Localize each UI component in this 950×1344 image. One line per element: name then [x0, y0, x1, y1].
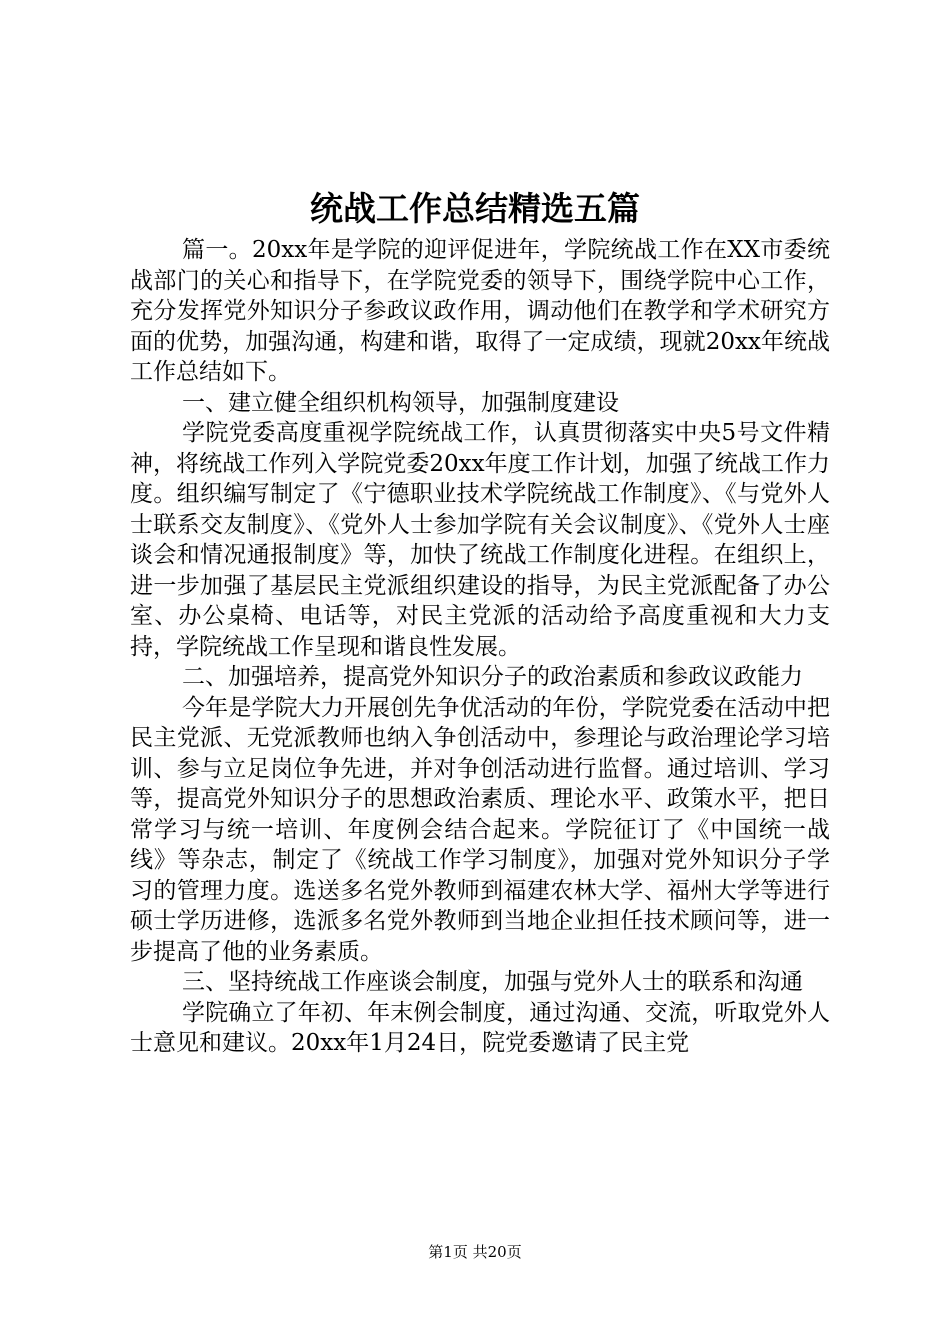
section-heading-2: 二、加强培养，提高党外知识分子的政治素质和参政议政能力: [182, 664, 803, 690]
paragraph-section-1: 学院党委高度重视学院统战工作，认真贯彻落实中央5号文件精神，将统战工作列入学院党委20xx年度工作计划，加强了统战工作力度。组织编写制定了《宁德职业技术学院统战工作制度》、《与党外人士联系交友制度》、《党外人士参加学院有关会议制度》、《党外人士座谈会和情况通报制度》等，加快了统战工作制度化进程。在组织上，进一步加强了基层民主党派组织建设的指导，为民主党派配备了办公室、办公桌椅、电话等，对民主党派的活动给予高度重视和大力支持，学院统战工作呈现和谐良性发展。: [130, 420, 830, 660]
document-body: [130, 235, 830, 1059]
paragraph-section-3: 学院确立了年初、年末例会制度，通过沟通、交流，听取党外人士意见和建议。20xx年1月24日，院党委邀请了民主党: [130, 999, 830, 1056]
paragraph-section-2: 今年是学院大力开展创先争优活动的年份，学院党委在活动中把民主党派、无党派教师也纳入争创活动中，参理论与政治理论学习培训、参与立足岗位争先进，并对争创活动进行监督。通过培训、学习等，提高党外知识分子的思想政治素质、理论水平、政策水平，把日常学习与统一培训、年度例会结合起来。学院征订了《中国统一战线》等杂志，制定了《统战工作学习制度》，加强对党外知识分子学习的管理力度。选送多名党外教师到福建农林大学、福州大学等进行硕士学历进修，选派多名党外教师到当地企业担任技术顾问等，进一步提高了他的业务素质。: [130, 694, 830, 965]
paragraph-intro: 篇一。20xx年是学院的迎评促进年，学院统战工作在XX市委统战部门的关心和指导下，在学院党委的领导下，围绕学院中心工作，充分发挥党外知识分子参政议政作用，调动他们在教学和学术研究方面的优势，加强沟通，构建和谐，取得了一定成绩，现就20xx年统战工作总结如下。: [130, 237, 830, 385]
section-heading-3: 三、坚持统战工作座谈会制度，加强与党外人士的联系和沟通: [182, 969, 803, 995]
page-footer: 第1页 共20页: [428, 1243, 522, 1261]
document-title: 统战工作总结精选五篇: [310, 189, 640, 228]
section-heading-1: 一、建立健全组织机构领导，加强制度建设: [182, 389, 619, 416]
